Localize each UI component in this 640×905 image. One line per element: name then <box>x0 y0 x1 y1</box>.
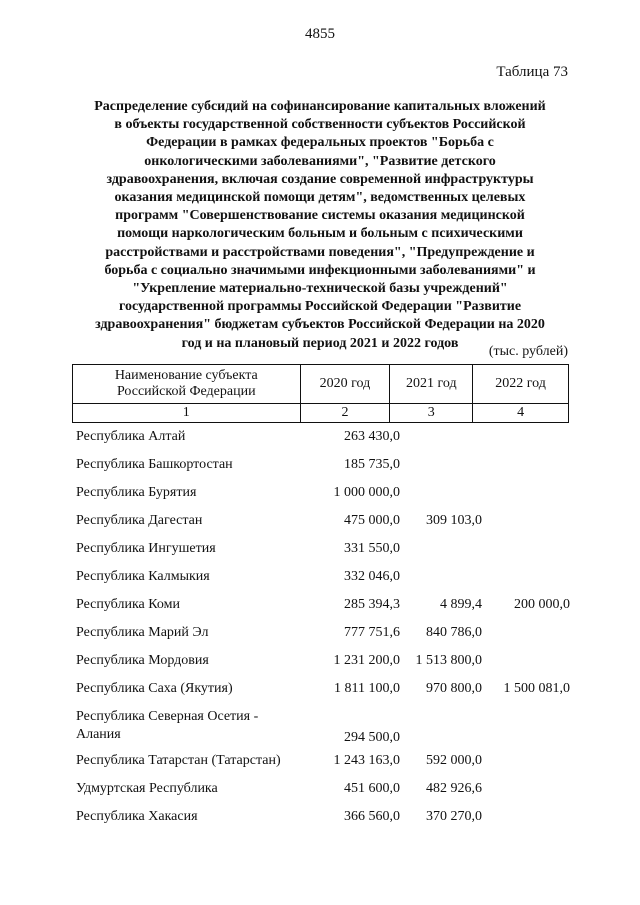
region-name: Республика Калмыкия <box>76 569 210 584</box>
table-row <box>76 512 570 540</box>
value-2020: 1 811 100,0 <box>334 681 400 696</box>
header-cell-2021: 2021 год <box>390 365 473 404</box>
region-name: Республика Саха (Якутия) <box>76 681 233 696</box>
title-line: оказания медицинской помощи детям", ведомственных целевых <box>114 190 526 206</box>
title-line: программ "Совершенствование системы оказания медицинской <box>115 208 525 224</box>
value-2021: 482 926,6 <box>426 781 482 796</box>
table-row <box>76 456 570 484</box>
table-header <box>72 364 569 423</box>
table-row <box>76 624 570 652</box>
value-2022: 200 000,0 <box>514 597 570 612</box>
document-title <box>72 98 568 353</box>
table-row <box>76 596 570 624</box>
table-row <box>76 484 570 512</box>
title-line: борьба с социально значимыми инфекционными заболеваниями" и <box>104 262 536 278</box>
title-line: здравоохранения, включая создание современной инфраструктуры <box>106 171 534 187</box>
value-2021: 840 786,0 <box>426 625 482 640</box>
value-2021: 370 270,0 <box>426 809 482 824</box>
value-2020: 263 430,0 <box>344 429 400 444</box>
header-cell-2022: 2022 год <box>473 365 569 404</box>
region-name: Республика Марий Эл <box>76 625 209 640</box>
value-2021: 1 513 800,0 <box>415 653 482 668</box>
table-row <box>76 540 570 568</box>
value-2020: 332 046,0 <box>344 569 400 584</box>
region-name: Республика Дагестан <box>76 513 203 528</box>
table-row <box>76 808 570 836</box>
value-2020: 1 243 163,0 <box>333 753 400 768</box>
page-number: 4855 <box>305 26 335 42</box>
value-2021: 309 103,0 <box>426 513 482 528</box>
region-name: Республика Бурятия <box>76 485 197 500</box>
header-cell-2020: 2020 год <box>300 365 390 404</box>
table-label: Таблица 73 <box>496 64 568 80</box>
region-name: Республика Алтай <box>76 429 186 444</box>
value-2020: 777 751,6 <box>344 625 400 640</box>
value-2020: 285 394,3 <box>344 597 400 612</box>
title-line: государственной программы Российской Федерации "Развитие <box>118 299 522 315</box>
column-number: 1 <box>73 404 301 423</box>
table-row <box>76 568 570 596</box>
header-cell-name: Наименование субъекта Российской Федерации <box>73 365 301 404</box>
region-name: Республика Татарстан (Татарстан) <box>76 753 281 768</box>
value-2022: 1 500 081,0 <box>503 681 570 696</box>
value-2020: 294 500,0 <box>344 730 400 745</box>
title-line: здравоохранения" бюджетам субъектов Российской Федерации на 2020 <box>95 317 545 333</box>
value-2020: 366 560,0 <box>344 809 400 824</box>
title-line: в объекты государственной собственности субъектов Российской <box>114 117 526 133</box>
table-row <box>76 680 570 708</box>
title-line: "Укрепление материально-технической базы учреждений" <box>132 281 508 297</box>
table-row <box>76 652 570 680</box>
title-line: онкологическими заболеваниями", "Развитие детского <box>144 153 496 169</box>
region-name: Удмуртская Республика <box>76 781 218 796</box>
table-row <box>76 780 570 808</box>
value-2020: 475 000,0 <box>344 513 400 528</box>
title-line: расстройствами и расстройствами поведения", "Предупреждение и <box>105 244 535 260</box>
region-name: Республика Башкортостан <box>76 457 233 472</box>
value-2021: 592 000,0 <box>426 753 482 768</box>
region-name: Республика Северная Осетия - Алания <box>76 709 259 742</box>
title-line: год и на плановый период 2021 и 2022 годов <box>181 335 459 351</box>
value-2021: 4 899,4 <box>440 597 482 612</box>
table-row <box>76 752 570 780</box>
value-2020: 1 000 000,0 <box>333 485 400 500</box>
table-row <box>76 708 570 752</box>
value-2021: 970 800,0 <box>426 681 482 696</box>
value-2020: 1 231 200,0 <box>333 653 400 668</box>
column-number: 3 <box>390 404 473 423</box>
units-note: (тыс. рублей) <box>488 344 568 359</box>
table-row <box>76 428 570 456</box>
region-name: Республика Коми <box>76 597 180 612</box>
region-name: Республика Мордовия <box>76 653 209 668</box>
region-name: Республика Ингушетия <box>76 541 216 556</box>
region-name: Республика Хакасия <box>76 809 198 824</box>
value-2020: 185 735,0 <box>344 457 400 472</box>
title-line: Федерации в рамках федеральных проектов "Борьба с <box>146 135 494 151</box>
column-number: 2 <box>300 404 390 423</box>
value-2020: 451 600,0 <box>344 781 400 796</box>
value-2020: 331 550,0 <box>344 541 400 556</box>
column-number: 4 <box>473 404 569 423</box>
title-line: Распределение субсидий на софинансирование капитальных вложений <box>94 99 546 114</box>
table-body <box>76 428 570 836</box>
title-line: помощи наркологическим больным и больным с психическими <box>117 226 523 242</box>
